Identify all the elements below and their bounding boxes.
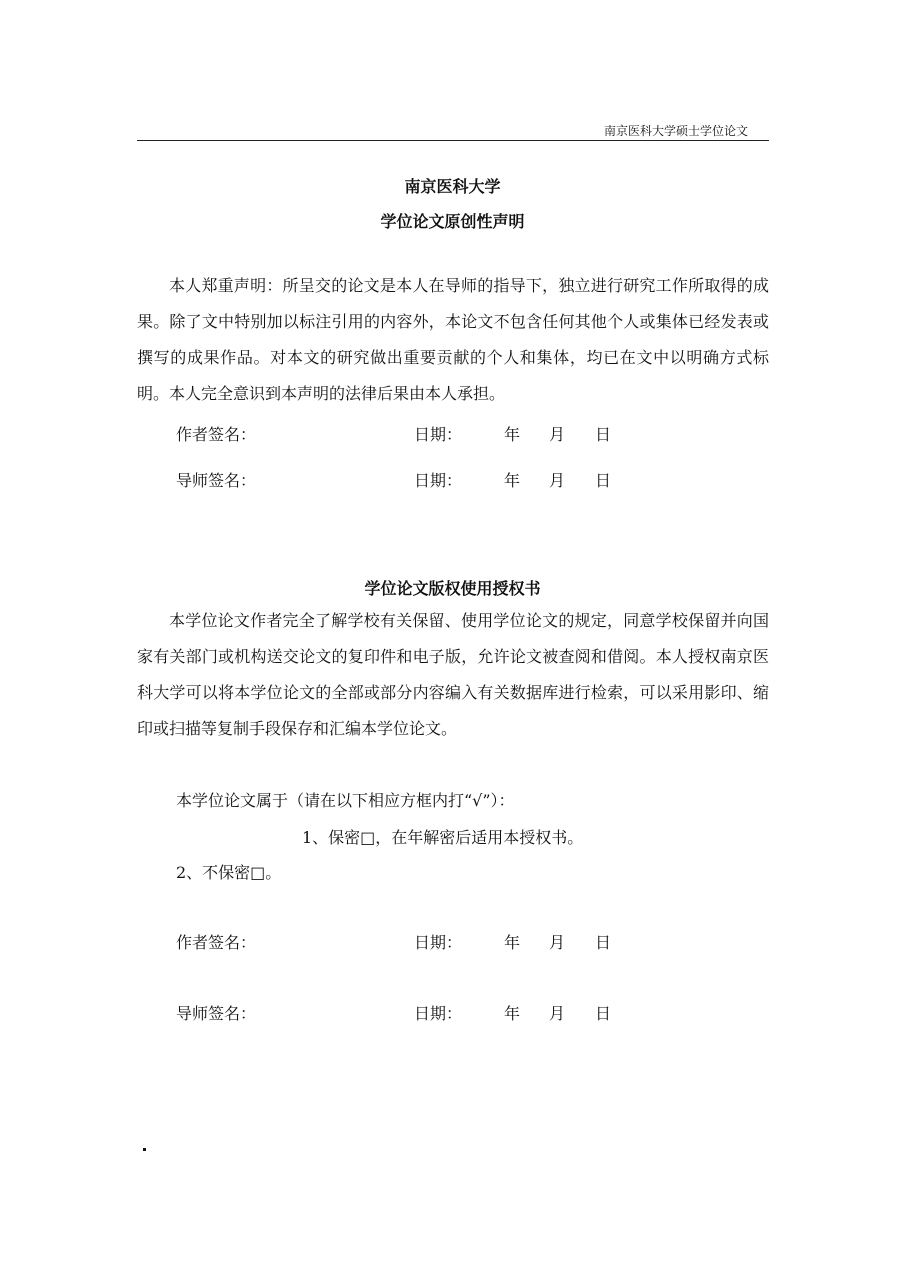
originality-title: 学位论文原创性声明 <box>380 212 525 231</box>
option-confidential: 1、保密□，在年解密后适用本授权书。 <box>302 828 584 847</box>
date-label: 日期： <box>414 425 463 444</box>
stray-dot-mark <box>143 1148 146 1151</box>
month-label: 月 <box>549 425 566 444</box>
day-label: 日 <box>595 425 612 444</box>
authorization-statement: 本学位论文作者完全了解学校有关保留、使用学位论文的规定，同意学校保留并向国家有关部门或机构送交论文的复印件和电子版，允许论文被查阅和借阅。本人授权南京医科大学可以将本学位论文的全部或部分内容编入有关数据库进行检索，可以采用影印、缩印或扫描等复制手段保存和汇编本学位论文。 <box>137 611 769 738</box>
header-rule <box>137 140 769 141</box>
classification-instruction: 本学位论文属于（请在以下相应方框内打“√”）： <box>176 791 515 810</box>
year-label: 年 <box>504 933 521 952</box>
university-title: 南京医科大学 <box>404 177 501 196</box>
author-signature-label: 作者签名： <box>176 933 257 952</box>
day-label: 日 <box>595 933 612 952</box>
option-not-confidential: 2、不保密□。 <box>176 863 282 882</box>
author-signature-label: 作者签名： <box>176 425 257 444</box>
advisor-signature-label: 导师签名： <box>176 471 257 490</box>
year-label: 年 <box>504 471 521 490</box>
authorization-title: 学位论文版权使用授权书 <box>364 579 541 598</box>
date-label: 日期： <box>414 1004 463 1023</box>
advisor-signature-label: 导师签名： <box>176 1004 257 1023</box>
day-label: 日 <box>595 1004 612 1023</box>
month-label: 月 <box>549 933 566 952</box>
year-label: 年 <box>504 1004 521 1023</box>
day-label: 日 <box>595 471 612 490</box>
running-header: 南京医科大学硕士学位论文 <box>604 124 749 138</box>
originality-statement: 本人郑重声明：所呈交的论文是本人在导师的指导下，独立进行研究工作所取得的成果。除了文中特别加以标注引用的内容外，本论文不包含任何其他个人或集体已经发表或撰写的成果作品。对本文的研究做出重要贡献的个人和集体，均已在文中以明确方式标明。本人完全意识到本声明的法律后果由本人承担。 <box>137 276 769 403</box>
month-label: 月 <box>549 471 566 490</box>
date-label: 日期： <box>414 471 463 490</box>
month-label: 月 <box>549 1004 566 1023</box>
year-label: 年 <box>504 425 521 444</box>
date-label: 日期： <box>414 933 463 952</box>
